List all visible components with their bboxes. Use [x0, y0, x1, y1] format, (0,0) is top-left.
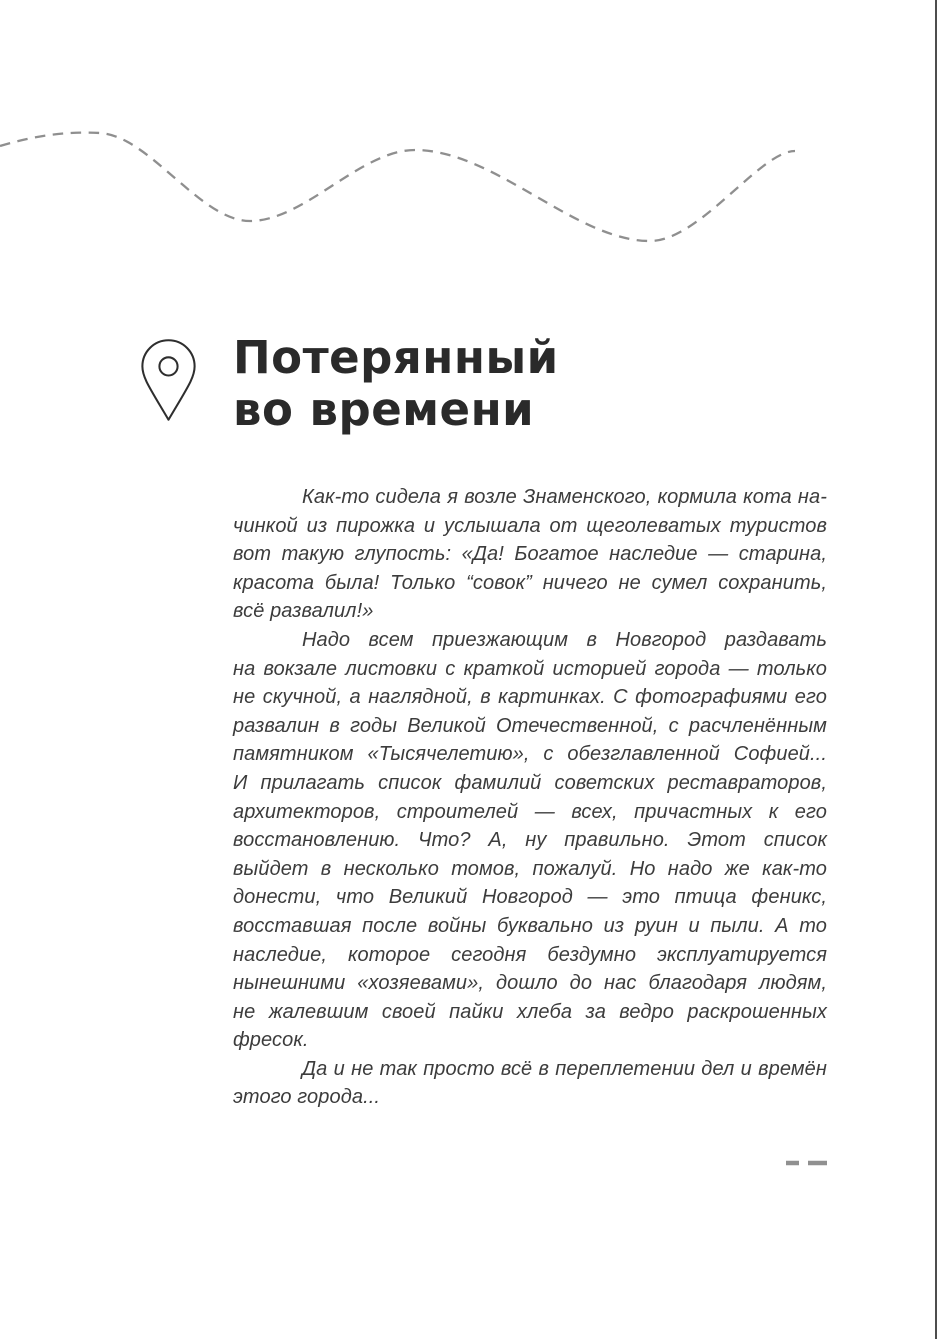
body-text-line: на вокзале листовки с краткой историей города — только	[233, 657, 827, 680]
body-text-line: не жалевшим своей пайки хлеба за ведро раскрошенных	[233, 1000, 827, 1023]
body-text-line: вот такую глупость: «Да! Богатое наследие — старина,	[233, 543, 827, 566]
body-text-line: восстановлению. Что? А, ну правильно. Этот список	[233, 829, 827, 852]
body-text-line: Надо всем приезжающим в Новгород раздавать	[302, 628, 827, 651]
body-text-line: выйдет в несколько томов, пожалуй. Но надо же как-то	[233, 857, 827, 880]
body-text-line: И прилагать список фамилий советских реставраторов,	[233, 771, 827, 794]
body-text-line: восставшая после войны буквально из руин и пыли. А то	[233, 914, 827, 937]
body-text-line: этого города...	[233, 1086, 381, 1109]
body-text-line: чинкой из пирожка и услышала от щеголеватых туристов	[233, 514, 827, 537]
body-text-line: развалин в годы Великой Отечественной, с расчленённым	[233, 714, 827, 737]
map-pin-icon	[140, 338, 197, 422]
body-text-line: всё развалил!»	[233, 600, 374, 623]
body-text-line: архитекторов, строителей — всех, причастных к его	[233, 800, 827, 823]
body-text-line: памятником «Тысячелетию», с обезглавленной Софией...	[233, 743, 827, 766]
body-text-line: наследие, которое сегодня бездумно эксплуатируется	[233, 943, 827, 966]
body-text-line: Да и не так просто всё в переплетении дел и времён	[302, 1057, 827, 1080]
chapter-title-line1: Потерянный	[233, 331, 559, 384]
body-text-line: нынешними «хозяевами», дошло до нас благодаря людям,	[233, 972, 827, 995]
dashed-wave-decoration	[0, 110, 937, 270]
body-text-line: Как-то сидела я возле Знаменского, кормила кота на-	[302, 486, 827, 508]
chapter-text	[233, 483, 827, 1112]
chapter-title	[233, 332, 559, 436]
body-text-line: красота была! Только “совок” ничего не сумел сохранить,	[233, 571, 827, 594]
dashed-line-fragment	[784, 1158, 832, 1168]
body-text-line: не скучной, а наглядной, в картинках. С фотографиями его	[233, 686, 827, 709]
chapter-title-line2: во времени	[233, 383, 535, 436]
body-text-line: фресок.	[233, 1029, 309, 1052]
body-text-line: донести, что Великий Новгород — это птица феникс,	[233, 886, 827, 909]
